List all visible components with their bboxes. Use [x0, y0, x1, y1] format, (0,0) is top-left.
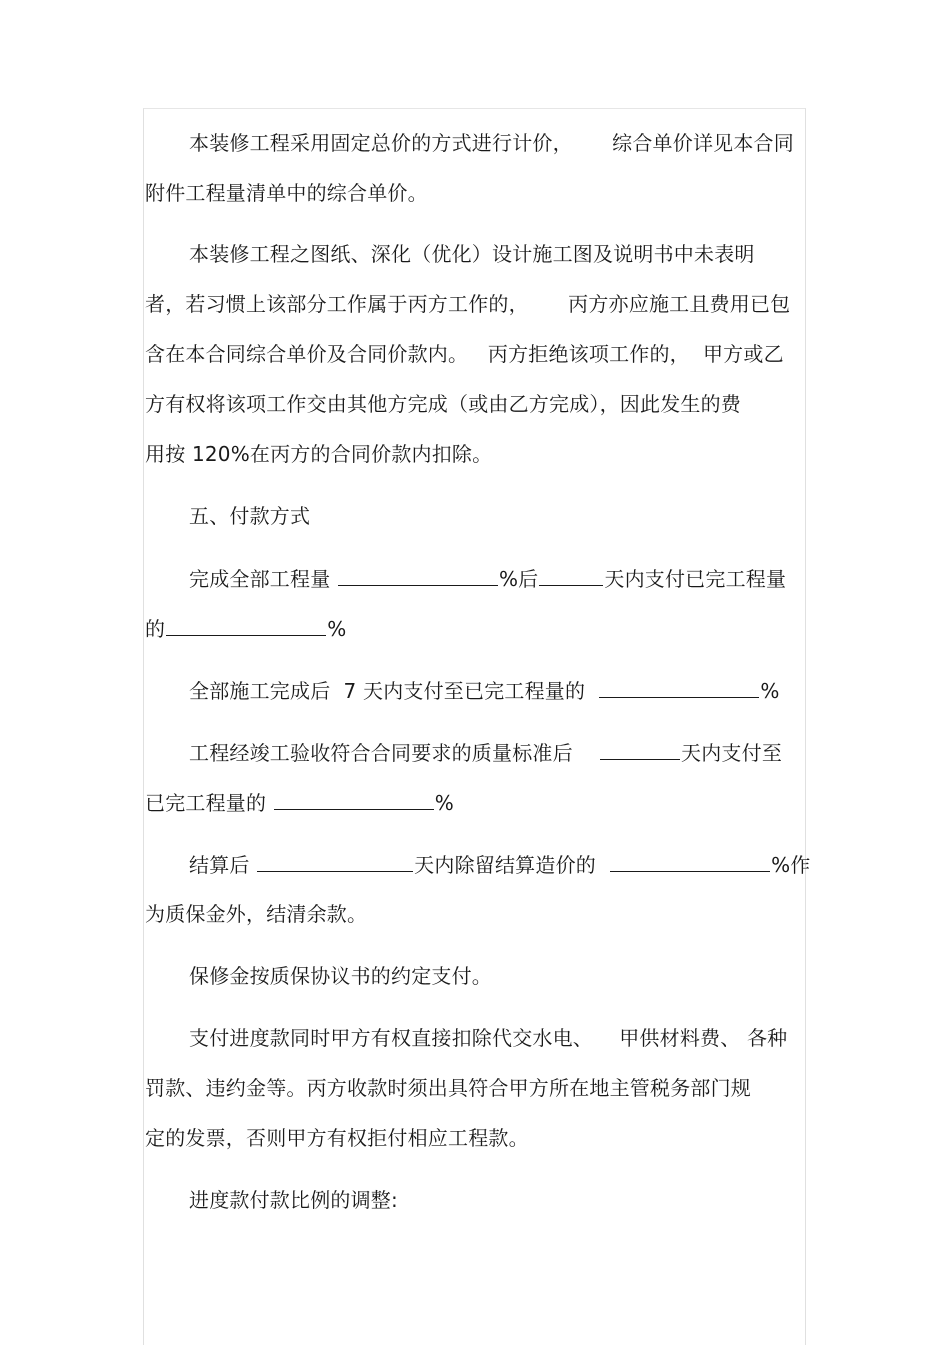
payment-clause-3-line-1	[189, 739, 782, 766]
paragraph-scope-line-5: 用按 120%在丙方的合同价款内扣除。	[145, 442, 493, 466]
blank-field[interactable]	[600, 739, 680, 760]
blank-field[interactable]	[599, 677, 759, 698]
payment-clause-1-text-e: %	[327, 617, 347, 641]
payment-clause-2-text-b: %	[760, 679, 780, 703]
paragraph-pricing-line-2: 附件工程量清单中的综合单价。	[145, 181, 428, 205]
warranty-paragraph: 保修金按质保协议书的约定支付。	[189, 964, 492, 988]
paragraph-pricing-line-1: 本装修工程采用固定总价的方式进行计价， 综合单价详见本合同	[189, 131, 794, 155]
payment-clause-4-line-1	[189, 851, 811, 878]
payment-clause-1-text-c: 天内支付已完工程量	[604, 567, 787, 591]
payment-clause-1-text-b: %后	[498, 567, 539, 591]
payment-clause-1-line-2	[145, 615, 346, 642]
deduction-paragraph-line-2: 罚款、违约金等。丙方收款时须出具符合甲方所在地主管税务部门规	[145, 1076, 751, 1100]
paragraph-scope-line-4: 方有权将该项工作交由其他方完成（或由乙方完成），因此发生的费	[145, 392, 741, 416]
paragraph-scope-line-1: 本装修工程之图纸、深化（优化）设计施工图及说明书中未表明	[189, 242, 755, 266]
payment-clause-3-text-b: 天内支付至	[681, 741, 783, 765]
section-title: 五、付款方式	[189, 504, 311, 528]
blank-field[interactable]	[166, 615, 326, 636]
payment-clause-3-text-a: 工程经竣工验收符合合同要求的质量标准后	[189, 741, 600, 765]
payment-clause-1-text-a: 完成全部工程量	[189, 567, 337, 591]
blank-field[interactable]	[274, 789, 434, 810]
paragraph-scope-line-2: 者，若习惯上该部分工作属于丙方工作的， 丙方亦应施工且费用已包	[145, 292, 791, 316]
payment-clause-1-text-d: 的	[145, 617, 166, 641]
payment-clause-2-text-a: 全部施工完成后 7 天内支付至已完工程量的	[189, 679, 599, 703]
payment-clause-1-line-1	[189, 565, 786, 592]
payment-clause-4-text-a: 结算后	[189, 853, 257, 877]
payment-clause-4-text-c: %作	[771, 853, 811, 877]
blank-field[interactable]	[610, 851, 770, 872]
blank-field[interactable]	[338, 565, 498, 586]
payment-clause-4-text-b: 天内除留结算造价的	[414, 853, 610, 877]
deduction-paragraph-line-1: 支付进度款同时甲方有权直接扣除代交水电、 甲供材料费、 各种	[189, 1026, 788, 1050]
payment-clause-3-text-c: 已完工程量的	[145, 791, 273, 815]
paragraph-scope-line-3: 含在本合同综合单价及合同价款内。 丙方拒绝该项工作的， 甲方或乙	[145, 342, 784, 366]
payment-clause-3-line-2	[145, 789, 454, 816]
payment-clause-2	[189, 677, 780, 704]
deduction-paragraph-line-3: 定的发票，否则甲方有权拒付相应工程款。	[145, 1126, 529, 1150]
blank-field[interactable]	[539, 565, 603, 586]
adjustment-heading: 进度款付款比例的调整:	[189, 1188, 398, 1212]
payment-clause-4-line-2: 为质保金外，结清余款。	[145, 902, 368, 926]
payment-clause-3-text-d: %	[434, 791, 454, 815]
blank-field[interactable]	[257, 851, 413, 872]
